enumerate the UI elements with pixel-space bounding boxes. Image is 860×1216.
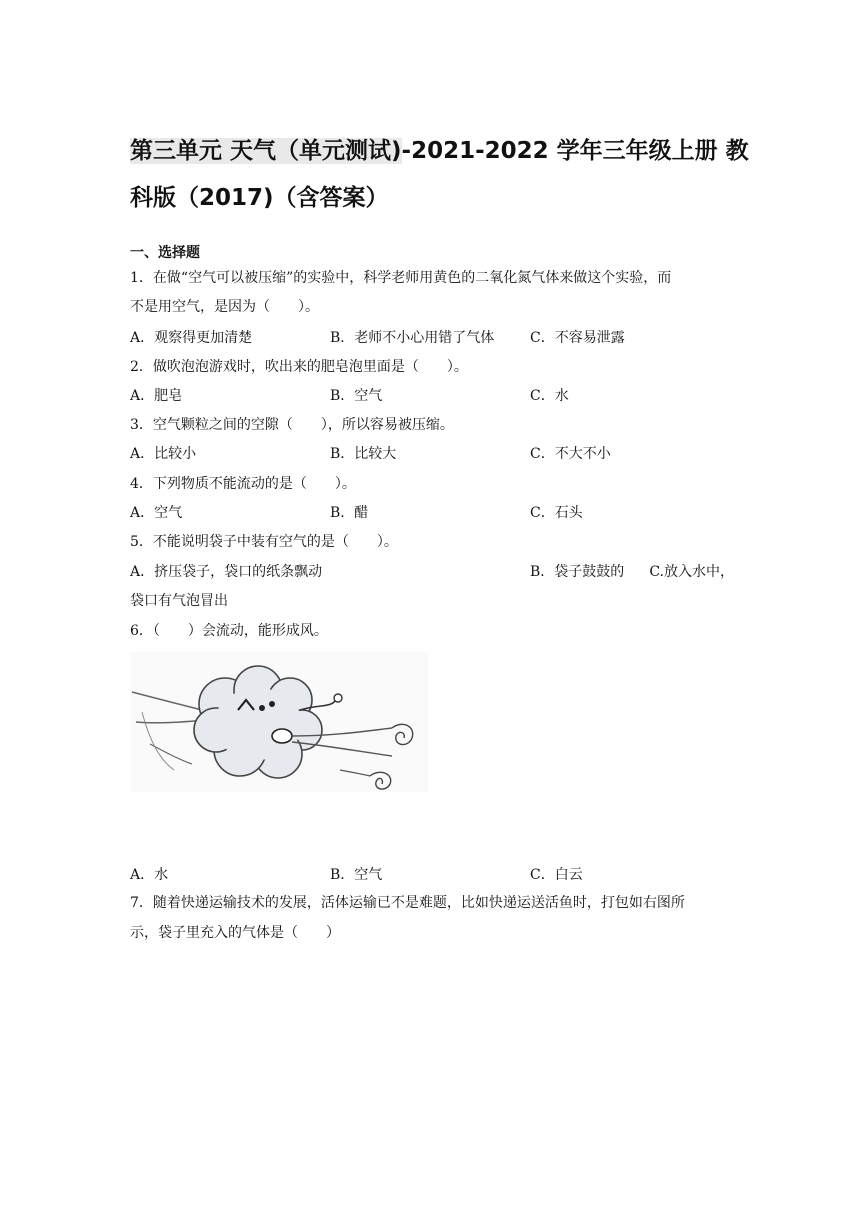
q5-option-c-cont: 袋口有气泡冒出 [130, 593, 228, 609]
q2-option-a: A．肥皂 [130, 388, 183, 404]
q3-option-a: A．比较小 [130, 446, 197, 462]
q3-option-b: B．比较大 [330, 446, 397, 462]
q1-option-c: C．不容易泄露 [530, 330, 625, 346]
title-highlight: 第三单元 天气（单元测试) [130, 138, 402, 164]
question-7 [130, 888, 734, 948]
question-1-text: 1．在做“空气可以被压缩”的实验中，科学老师用黄色的二氧化氮气体来做这个实验，而 [130, 270, 672, 286]
question-1 [130, 264, 734, 322]
wind-cloud-illustration [130, 652, 428, 792]
question-1-text-cont: 不是用空气，是因为（ ）。 [130, 299, 319, 315]
question-2: 2．做吹泡泡游戏时，吹出来的肥皂泡里面是（ ）。 [130, 359, 468, 375]
q5-options [130, 558, 734, 616]
question-4: 4．下列物质不能流动的是（ ）。 [130, 476, 356, 492]
q5-option-c: C.放入水中， [649, 564, 734, 580]
section-heading: 一、选择题 [130, 245, 200, 261]
q1-option-b: B．老师不小心用错了气体 [330, 330, 495, 346]
title-rest: -2021-2022 学年三年级上册 教 [401, 138, 749, 164]
q4-option-a: A．空气 [130, 505, 183, 521]
question-3: 3．空气颗粒之间的空隙（ ），所以容易被压缩。 [130, 417, 454, 433]
question-7-text-cont: 示，袋子里充入的气体是（ ） [130, 925, 340, 941]
q2-option-c: C．水 [530, 388, 569, 404]
document-title [130, 128, 750, 222]
q1-option-a: A．观察得更加清楚 [130, 330, 253, 346]
question-7-text: 7．随着快递运输技术的发展，活体运输已不是难题，比如快递运送活鱼时，打包如右图所 [130, 895, 685, 911]
q6-option-b: B．空气 [330, 867, 383, 883]
q6-option-c: C．白云 [530, 867, 583, 883]
question-5: 5．不能说明袋子中装有空气的是（ ）。 [130, 534, 398, 550]
q6-option-a: A．水 [130, 867, 169, 883]
q4-option-b: B．醋 [330, 505, 369, 521]
q5-option-b: B．袋子鼓鼓的 [530, 564, 625, 580]
q4-option-c: C．石头 [530, 505, 583, 521]
q5-option-a: A．挤压袋子，袋口的纸条飘动 [130, 564, 323, 580]
q2-option-b: B．空气 [330, 388, 383, 404]
question-6: 6．（ ）会流动，能形成风。 [130, 623, 328, 639]
title-line2: 科版（2017)（含答案） [130, 185, 389, 211]
q3-option-c: C．不大不小 [530, 446, 611, 462]
